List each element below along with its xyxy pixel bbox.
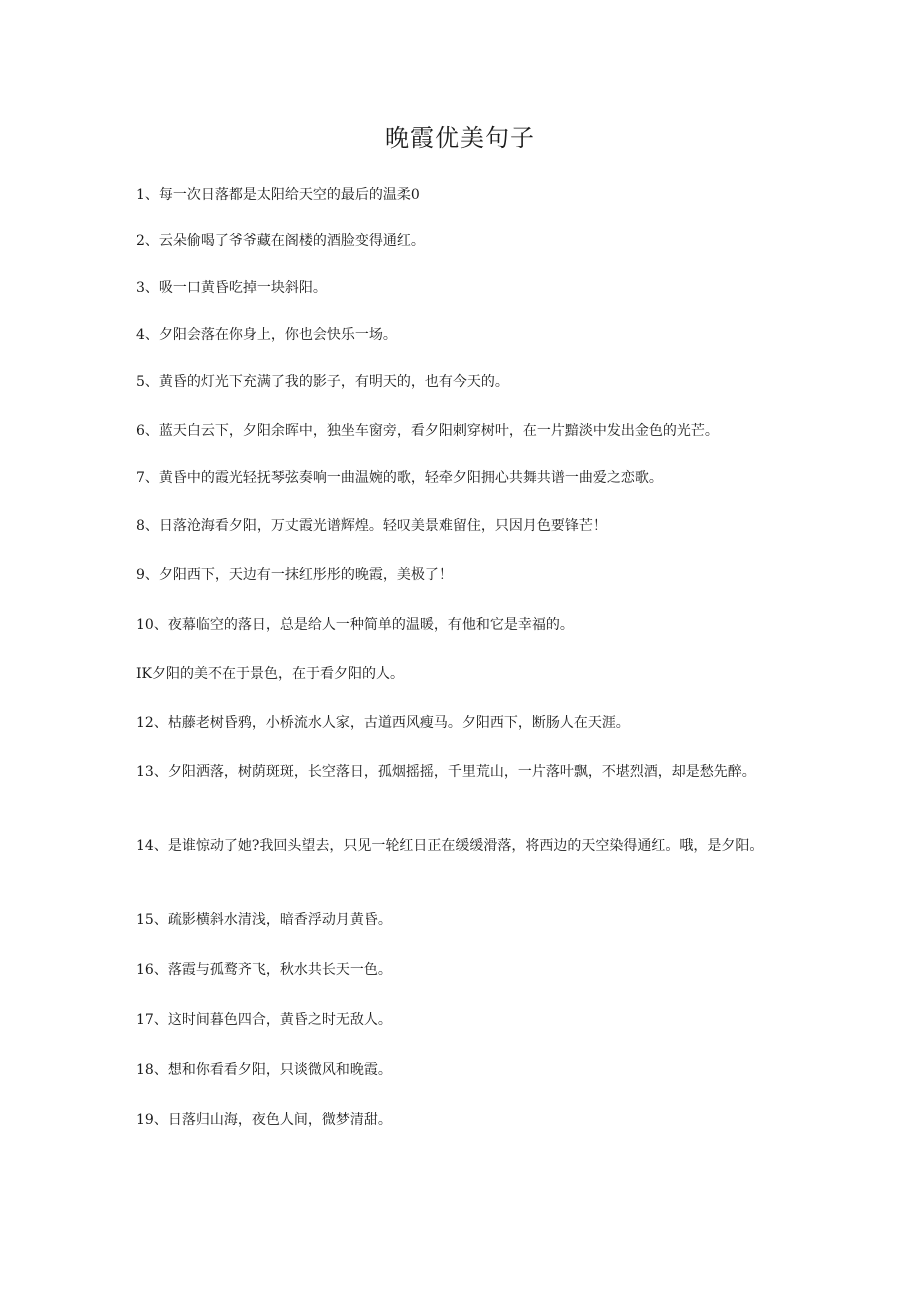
list-item: 15、疏影横斜水清浅，暗香浮动月黄昏。 [136,912,392,928]
list-item: IK夕阳的美不在于景色，在于看夕阳的人。 [136,666,404,682]
list-item: 13、夕阳洒落，树荫斑斑，长空落日，孤烟摇摇，千里荒山，一片落叶飘，不堪烈酒，却是愁先醉。 [136,764,756,780]
list-item: 7、黄昏中的霞光轻抚琴弦奏响一曲温婉的歌，轻牵夕阳拥心共舞共谱一曲爱之恋歌。 [136,470,663,486]
list-item: 17、这时间暮色四合，黄昏之时无敌人。 [136,1012,392,1028]
list-item: 18、想和你看看夕阳，只谈微风和晚霞。 [136,1062,392,1078]
list-item: 1、每一次日落都是太阳给天空的最后的温柔0 [136,187,420,203]
list-item: 10、夜幕临空的落日，总是给人一种简单的温暖，有他和它是幸福的。 [136,617,574,633]
list-item: 9、夕阳西下，天边有一抹红彤彤的晚霞，美极了！ [136,567,453,583]
list-item: 3、吸一口黄昏吃掉一块斜阳。 [136,280,327,296]
list-item: 6、蓝天白云下，夕阳余晖中，独坐车窗旁，看夕阳刺穿树叶，在一片黯淡中发出金色的光芒。 [136,423,719,439]
list-item: 16、落霞与孤鹜齐飞，秋水共长天一色。 [136,962,392,978]
list-item: 8、日落沧海看夕阳，万丈霞光谱辉煌。轻叹美景难留住，只因月色要锋芒！ [136,518,607,534]
page-title: 晚霞优美句子 [385,124,535,152]
list-item: 14、是谁惊动了她?我回头望去，只见一轮红日正在缓缓滑落，将西边的天空染得通红。哦，是夕阳。 [136,838,764,854]
list-item: 19、日落归山海，夜色人间，微梦清甜。 [136,1112,392,1128]
list-item: 12、枯藤老树昏鸦，小桥流水人家，古道西风瘦马。夕阳西下，断肠人在天涯。 [136,715,630,731]
list-item: 2、云朵偷喝了爷爷藏在阁楼的酒脸变得通红。 [136,233,425,249]
list-item: 4、夕阳会落在你身上，你也会快乐一场。 [136,327,397,343]
list-item: 5、黄昏的灯光下充满了我的影子，有明天的，也有今天的。 [136,374,509,390]
